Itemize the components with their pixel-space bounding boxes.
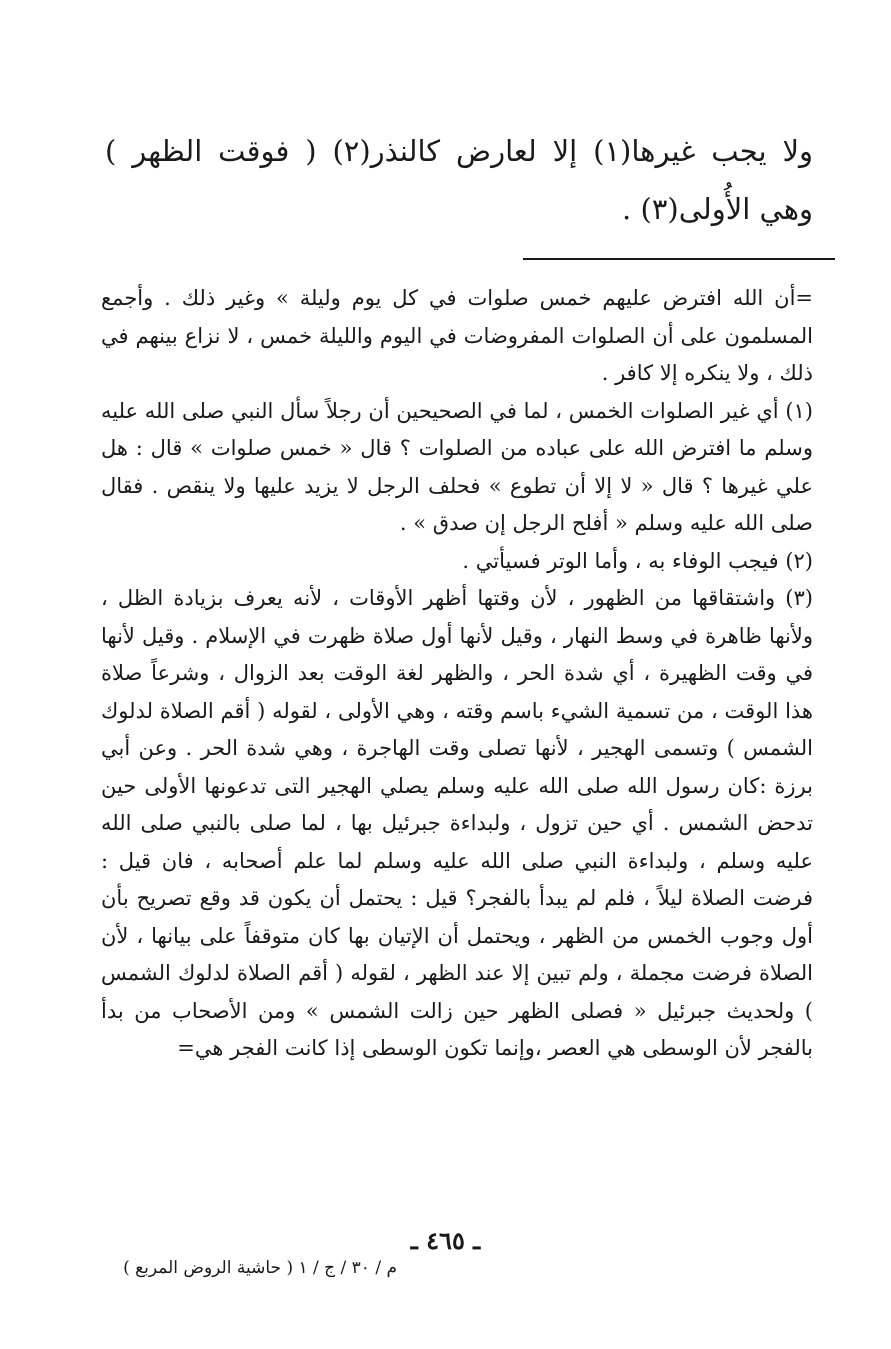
footnote-separator [523,258,835,260]
print-signature: م / ٣٠ / ج / ١ ( حاشية الروض المربع ) [123,1258,397,1278]
main-text: ولا يجب غيرها(١) إلا لعارض كالنذر(٢) ( فوقت الظهر ) وهي الأُولى(٣) . [105,134,813,226]
footnote-2: (٢) فيجب الوفاء به ، وأما الوتر فسيأتي . [462,548,813,573]
footnote-1: (١) أي غير الصلوات الخمس ، لما في الصحيحين أن رجلاً سأل النبي صلى الله عليه وسلم ما افترض الله على عباده من الصلوات ؟ قال « خمس صلوات » قال : هل علي غيرها ؟ قال « لا إلا أن تطوع » فحلف الرجل لا يزيد عليها ولا ينقص . فقال صلى الله عليه وسلم « أفلح الرجل إن صدق » . [101,398,813,535]
footnotes [101,280,813,1068]
page-number: ـ ٤٦٥ ـ [410,1226,481,1255]
footnote-continuation: =أن الله افترض عليهم خمس صلوات في كل يوم وليلة » وغير ذلك . وأجمع المسلمون على أن الصلوات المفروضات في اليوم والليلة خمس ، لا نزاع بينهم في ذلك ، ولا ينكره إلا كافر . [101,286,813,385]
footnote-3: (٣) واشتقاقها من الظهور ، لأن وقتها أظهر الأوقات ، لأنه يعرف بزيادة الظل ، ولأنها ظاهرة في وسط النهار ، وقيل لأنها أول صلاة ظهرت في الإسلام . وقيل لأنها في وقت الظهيرة ، أي شدة الحر ، والظهر لغة الوقت بعد الزوال ، وشرعاً صلاة هذا الوقت ، من تسمية الشيء باسم وقته ، وهي الأولى ، لقوله ( أقم الصلاة لدلوك الشمس ) وتسمى الهجير ، لأنها تصلى وقت الهاجرة ، وهي شدة الحر . وعن أبي برزة :كان رسول الله صلى الله عليه وسلم يصلي الهجير التى تدعونها الأولى حين تدحض الشمس . أي حين تزول ، ولبداءة جبرئيل بها ، لما صلى بالنبي صلى الله عليه وسلم ، ولبداءة النبي صلى الله عليه وسلم لما علم أصحابه ، فان قيل : فرضت الصلاة ليلاً ، فلم لم يبدأ بالفجر؟ قيل : يحتمل أن يكون قد وقع تصريح بأن أول وجوب الخمس من الظهر ، ويحتمل أن الإتيان بها كان متوقفاً على بيانها ، لأن الصلاة فرضت مجملة ، ولم تبين إلا عند الظهر ، لقوله ( أقم الصلاة لدلوك الشمس ) ولحديث جبرئيل « فصلى الظهر حين زالت الشمس » ومن الأصحاب من بدأ بالفجر لأن الوسطى هي العصر ،وإنما تكون الوسطى إذا كانت الفجر هي= [101,586,814,1060]
